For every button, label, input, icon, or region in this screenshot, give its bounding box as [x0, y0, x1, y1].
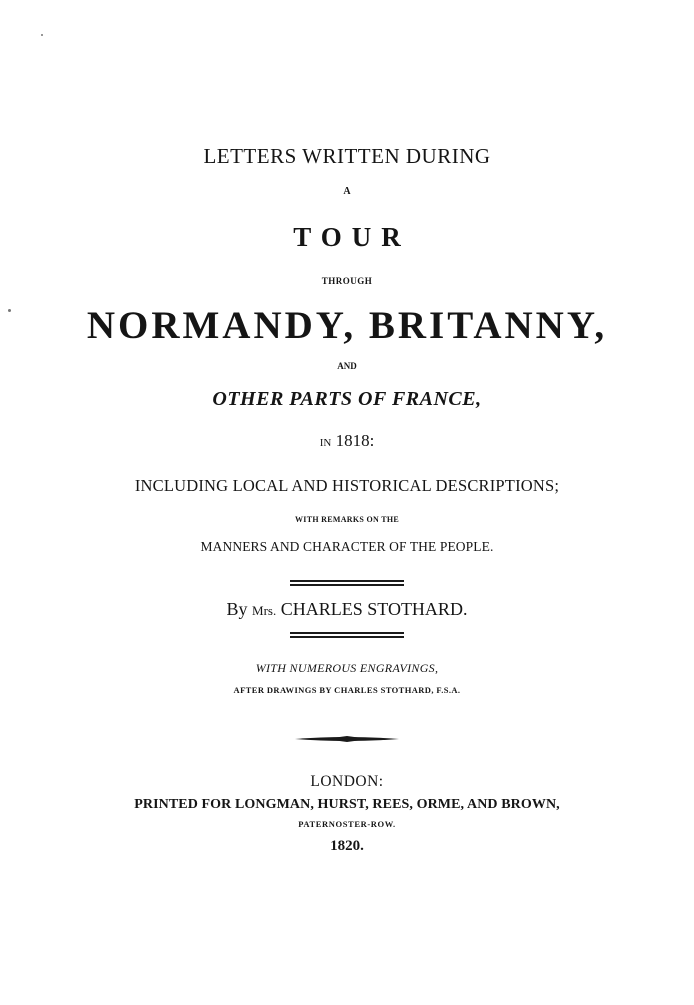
engravings-line: WITH NUMEROUS ENGRAVINGS,: [255, 661, 439, 675]
place-line: LONDON:: [310, 773, 384, 790]
title-line-letters: LETTERS WRITTEN DURING: [203, 144, 491, 168]
printer-line: PRINTED FOR LONGMAN, HURST, REES, ORME, AND BROWN,: [134, 797, 560, 812]
scan-speck: [41, 34, 43, 36]
title-line-other-parts: OTHER PARTS OF FRANCE,: [212, 388, 482, 410]
title-line-normandy: NORMANDY, BRITANNY,: [86, 304, 608, 347]
street-line: PATERNOSTER-ROW.: [298, 819, 396, 829]
double-rule-bottom: [290, 632, 404, 640]
title-line-tour: TOUR: [293, 222, 411, 252]
title-line-with-remarks: WITH REMARKS ON THE: [294, 515, 399, 524]
ornamental-rule: [295, 734, 399, 744]
author-name: CHARLES STOTHARD.: [280, 599, 468, 619]
title-line-and: AND: [337, 361, 357, 371]
drawings-line: AFTER DRAWINGS BY CHARLES STOTHARD, F.S.A.: [233, 685, 461, 695]
title-line-through: THROUGH: [321, 276, 373, 286]
in-prefix: IN: [319, 437, 332, 449]
title-line-including: INCLUDING LOCAL AND HISTORICAL DESCRIPTIONS;: [134, 476, 560, 495]
year-1818: 1818:: [335, 431, 375, 450]
double-rule-top: [290, 580, 404, 588]
title-line-manners: MANNERS AND CHARACTER OF THE PEOPLE.: [200, 539, 494, 554]
title-line-a: A: [343, 186, 351, 197]
author-title: Mrs.: [252, 603, 277, 618]
author-line: [0, 600, 694, 618]
author-prefix: By: [226, 599, 248, 619]
year-line: 1820.: [330, 838, 364, 854]
title-line-year-1818: [0, 432, 694, 449]
